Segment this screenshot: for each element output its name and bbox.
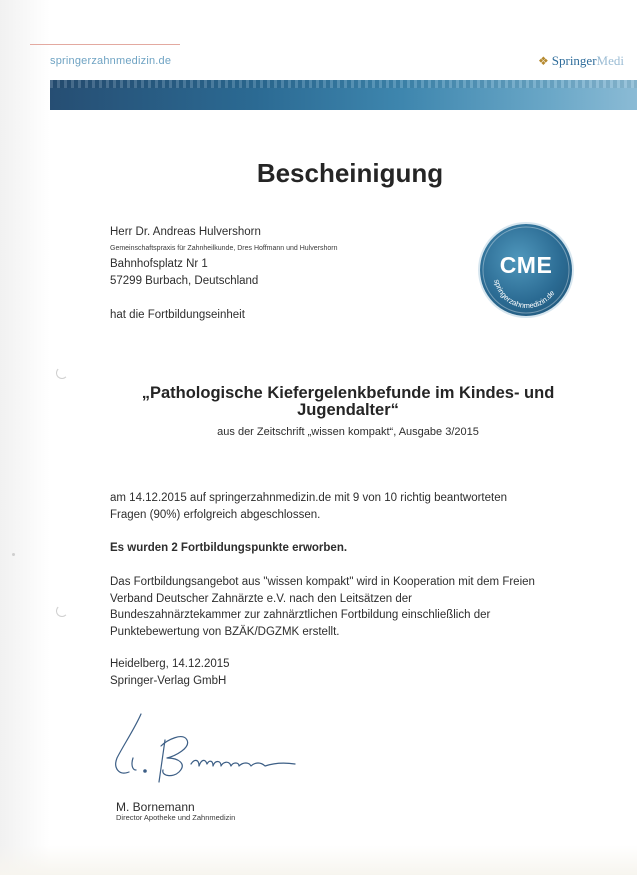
course-title-line2: Jugendalter“ [297,401,399,419]
completion-line1: am 14.12.2015 auf springerzahnmedizin.de mit 9 von 10 richtig beantworteten [110,492,507,504]
recipient-street: Bahnhofsplatz Nr 1 [110,258,208,270]
course-title [108,385,588,419]
brand-main: Springer [551,53,597,68]
page-title: Bescheinigung [256,158,444,188]
signatory-name: M. Bornemann [116,800,195,814]
cooperation-line: Punktebewertung von BZÄK/DGZMK erstellt. [110,625,340,638]
course-title-line1: „Pathologische Kiefergelenkbefunde im Kindes- und [141,384,555,402]
cme-label: CME [499,252,553,278]
cme-badge [480,224,572,316]
cooperation-line: Bundeszahnärztekammer zur zahnärztlichen Fortbildung einschließlich der [110,609,491,621]
scan-shadow [0,0,50,875]
completion-line2: Fragen (90%) erfolgreich abgeschlossen. [110,508,321,521]
recipient-city: 57299 Burbach, Deutschland [110,275,259,287]
cooperation-text [110,574,535,640]
publisher: Springer-Verlag GmbH [110,674,227,687]
recipient-name: Herr Dr. Andreas Hulvershorn [110,226,261,238]
handwritten-signature [105,706,305,796]
punch-hole-mark [56,605,68,617]
springer-logo [538,53,624,69]
cme-ring-text: springerzahnmedizin.de [492,278,557,311]
scan-bottom-fade [0,845,637,875]
punch-hole-mark [56,367,68,379]
completion-text [110,490,507,523]
issue-block [110,656,230,689]
cooperation-line: Verband Deutscher Zahnärzte e.V. nach den Leitsätzen der [110,592,412,605]
springer-horse-icon: ❖ [538,54,549,68]
course-source: aus der Zeitschrift „wissen kompakt“, Ausgabe 3/2015 [217,426,479,438]
site-url: springerzahnmedizin.de [50,55,172,67]
signatory-title: Director Apotheke und Zahnmedizin [116,813,236,822]
header-banner [50,80,637,110]
scan-speck [12,553,15,556]
intro-text: hat die Fortbildungseinheit [110,309,245,321]
points-text: Es wurden 2 Fortbildungspunkte erworben. [110,542,348,554]
recipient-practice: Gemeinschaftspraxis für Zahnheilkunde, Dres Hoffmann und Hulvershorn [110,245,338,252]
brand-light: Medi [596,53,624,68]
header-rule [30,44,180,45]
place-date: Heidelberg, 14.12.2015 [110,658,230,670]
cooperation-line: Das Fortbildungsangebot aus "wissen kompakt" wird in Kooperation mit dem Freien [110,576,535,588]
